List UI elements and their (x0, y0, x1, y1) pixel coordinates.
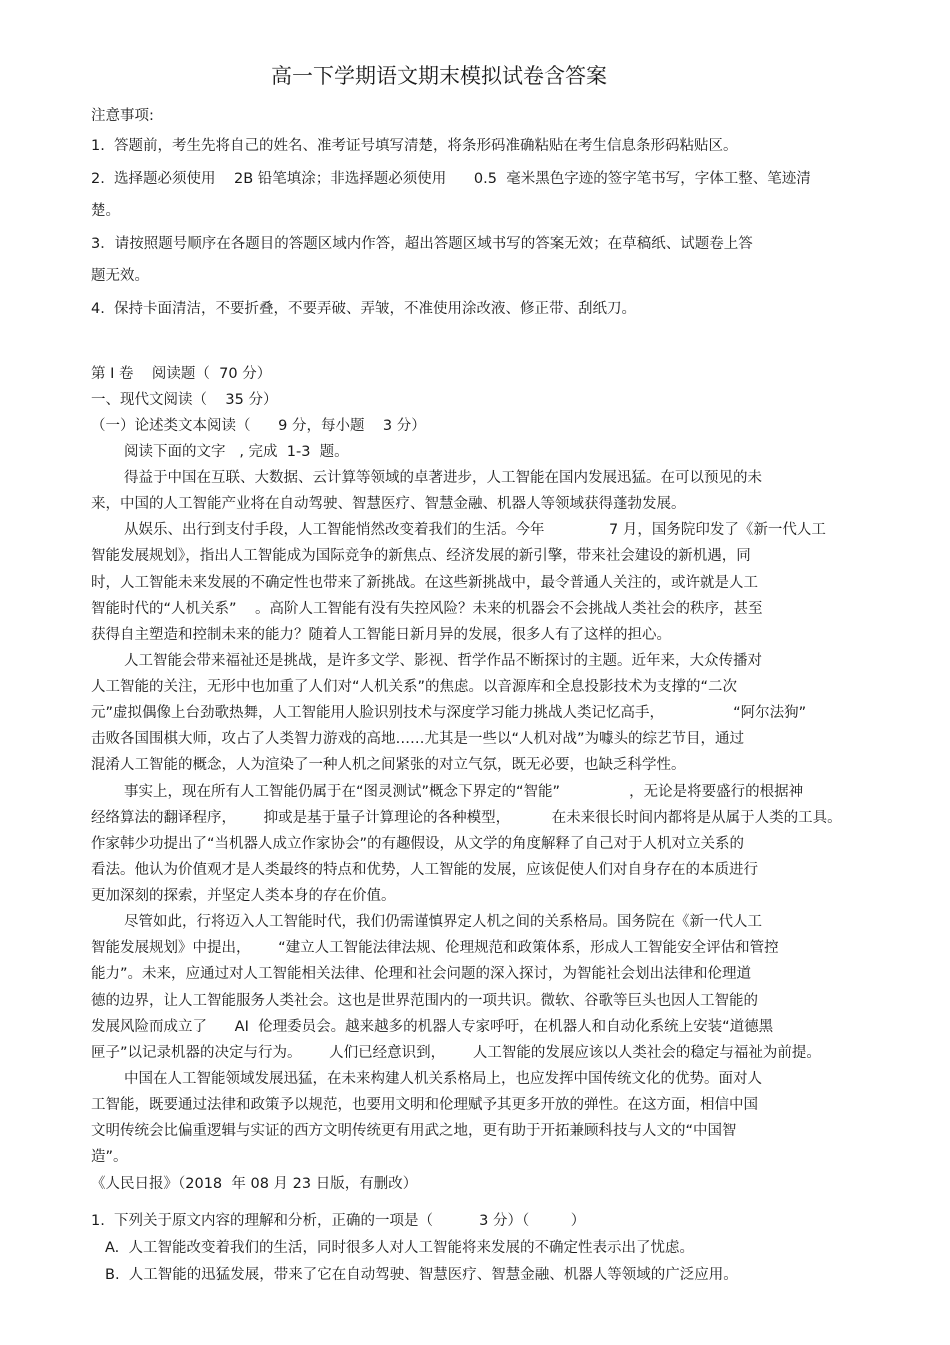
passage-line: 德的边界，让人工智能服务人类社会。这也是世界范围内的一项共识。微软、谷歌等巨头也因人工智能的 (91, 993, 758, 1009)
passage-line: 来，中国的人工智能产业将在自动驾驶、智慧医疗、智慧金融、机器人等领域获得蓬勃发展。 (91, 496, 686, 512)
notice-item: 楚。 (91, 203, 120, 219)
passage-line: 智能时代的“人机关系” 。高阶人工智能有没有失控风险？未来的机器会不会挑战人类社会的秩序，甚至 (91, 601, 763, 617)
passage-line: 事实上，现在所有人工智能仍属于在“图灵测试”概念下界定的“智能” ，无论是将要盛行的根据神 (124, 784, 804, 800)
passage-line: 更加深刻的探索，并坚定人类本身的存在价值。 (91, 888, 396, 904)
part-heading: 第 I 卷 阅读题（ 70 分） (91, 366, 272, 382)
passage-line: 文明传统会比偏重逻辑与实证的西方文明传统更有用武之地，更有助于开拓兼顾科技与人文的“中国智 (91, 1123, 737, 1139)
passage-line: 人工智能会带来福祉还是挑战，是许多文学、影视、哲学作品不断探讨的主题。近年来，大众传播对 (124, 653, 762, 669)
passage-line: 作家韩少功提出了“当机器人成立作家协会”的有趣假设，从文学的角度解释了自己对于人机对立关系的 (91, 836, 745, 852)
passage-line: 看法。他认为价值观才是人类最终的特点和优势，人工智能的发展，应该促使人们对自身存在的本质进行 (91, 862, 758, 878)
passage-line: 尽管如此，行将迈入人工智能时代，我们仍需谨慎界定人机之间的关系格局。国务院在《新一代人工 (124, 914, 762, 930)
subsection-heading: （一）论述类文本阅读（ 9 分，每小题 3 分） (91, 418, 426, 434)
notice-item: 3．请按照题号顺序在各题目的答题区域内作答，超出答题区域书写的答案无效；在草稿纸、试题卷上答 (91, 236, 753, 252)
passage-line: 时，人工智能未来发展的不确定性也带来了新挑战。在这些新挑战中，最令普通人关注的，或许就是人工 (91, 575, 758, 591)
passage-line: 人工智能的关注，无形中也加重了人们对“人机关系”的焦虑。以音源库和全息投影技术为支撑的“二次 (91, 679, 738, 695)
question-stem: 1. 下列关于原文内容的理解和分析，正确的一项是（ 3 分）（ ） (91, 1213, 586, 1229)
notice-item: 题无效。 (91, 268, 149, 284)
notice-heading: 注意事项: (91, 108, 154, 124)
passage-line: 击败各国围棋大师，攻占了人类智力游戏的高地……尤其是一些以“人机对战”为噱头的综艺节目，通过 (91, 731, 745, 747)
notice-item: 4. 保持卡面清洁，不要折叠，不要弄破、弄皱，不准使用涂改液、修正带、刮纸刀。 (91, 301, 637, 317)
passage-line: 元”虚拟偶像上台劲歌热舞，人工智能用人脸识别技术与深度学习能力挑战人类记忆高手， “阿尔法狗” (91, 705, 807, 721)
option-b: B. 人工智能的迅猛发展，带来了它在自动驾驶、智慧医疗、智慧金融、机器人等领域的广泛应用。 (105, 1267, 738, 1283)
passage-source: 《人民日报》（2018 年 08 月 23 日版，有删改） (91, 1176, 418, 1192)
passage-line: 智能发展规划》中提出， “建立人工智能法律法规、伦理规范和政策体系，形成人工智能安全评估和管控 (91, 940, 779, 956)
passage-line: 匣子”以记录机器的决定与行为。 人们已经意识到， 人工智能的发展应该以人类社会的稳定与福祉为前提。 (91, 1045, 821, 1061)
passage-line: 智能发展规划》，指出人工智能成为国际竞争的新焦点、经济发展的新引擎，带来社会建设的新机遇，同 (91, 548, 751, 564)
passage-line: 从娱乐、出行到支付手段，人工智能悄然改变着我们的生活。今年 7 月，国务院印发了《新一代人工 (124, 522, 826, 538)
reading-instruction: 阅读下面的文字 , 完成 1-3 题。 (124, 444, 349, 460)
notice-item: 1. 答题前，考生先将自己的姓名、准考证号填写清楚，将条形码准确粘贴在考生信息条形码粘贴区。 (91, 138, 738, 154)
option-a: A. 人工智能改变着我们的生活，同时很多人对人工智能将来发展的不确定性表示出了忧虑。 (105, 1240, 694, 1256)
passage-line: 混淆人工智能的概念，人为渲染了一种人机之间紧张的对立气氛，既无必要，也缺乏科学性。 (91, 757, 686, 773)
passage-line: 能力”。未来，应通过对人工智能相关法律、伦理和社会问题的深入探讨，为智能社会划出法律和伦理道 (91, 966, 752, 982)
passage-line: 获得自主塑造和控制未来的能力？随着人工智能日新月异的发展，很多人有了这样的担心。 (91, 627, 671, 643)
passage-line: 中国在人工智能领域发展迅猛，在未来构建人机关系格局上，也应发挥中国传统文化的优势。面对人 (124, 1071, 762, 1087)
passage-line: 得益于中国在互联、大数据、云计算等领域的卓著进步，人工智能在国内发展迅猛。在可以预见的未 (124, 470, 762, 486)
passage-line: 经络算法的翻译程序， 抑或是基于量子计算理论的各种模型， 在未来很长时间内都将是从属于人类的工具。 (91, 810, 842, 826)
passage-line: 工智能，既要通过法律和政策予以规范，也要用文明和伦理赋予其更多开放的弹性。在这方面，相信中国 (91, 1097, 758, 1113)
passage-line: 造”。 (91, 1149, 128, 1165)
section-heading: 一、现代文阅读（ 35 分） (91, 392, 278, 408)
passage-line: 发展风险而成立了 AI 伦理委员会。越来越多的机器人专家呼吁，在机器人和自动化系统上安装“道德黑 (91, 1019, 774, 1035)
notice-item: 2. 选择题必须使用 2B 铅笔填涂；非选择题必须使用 0.5 毫米黑色字迹的签字笔书写，字体工整、笔迹清 (91, 171, 811, 187)
page-title: 高一下学期语文期末模拟试卷含答案 (271, 64, 607, 88)
